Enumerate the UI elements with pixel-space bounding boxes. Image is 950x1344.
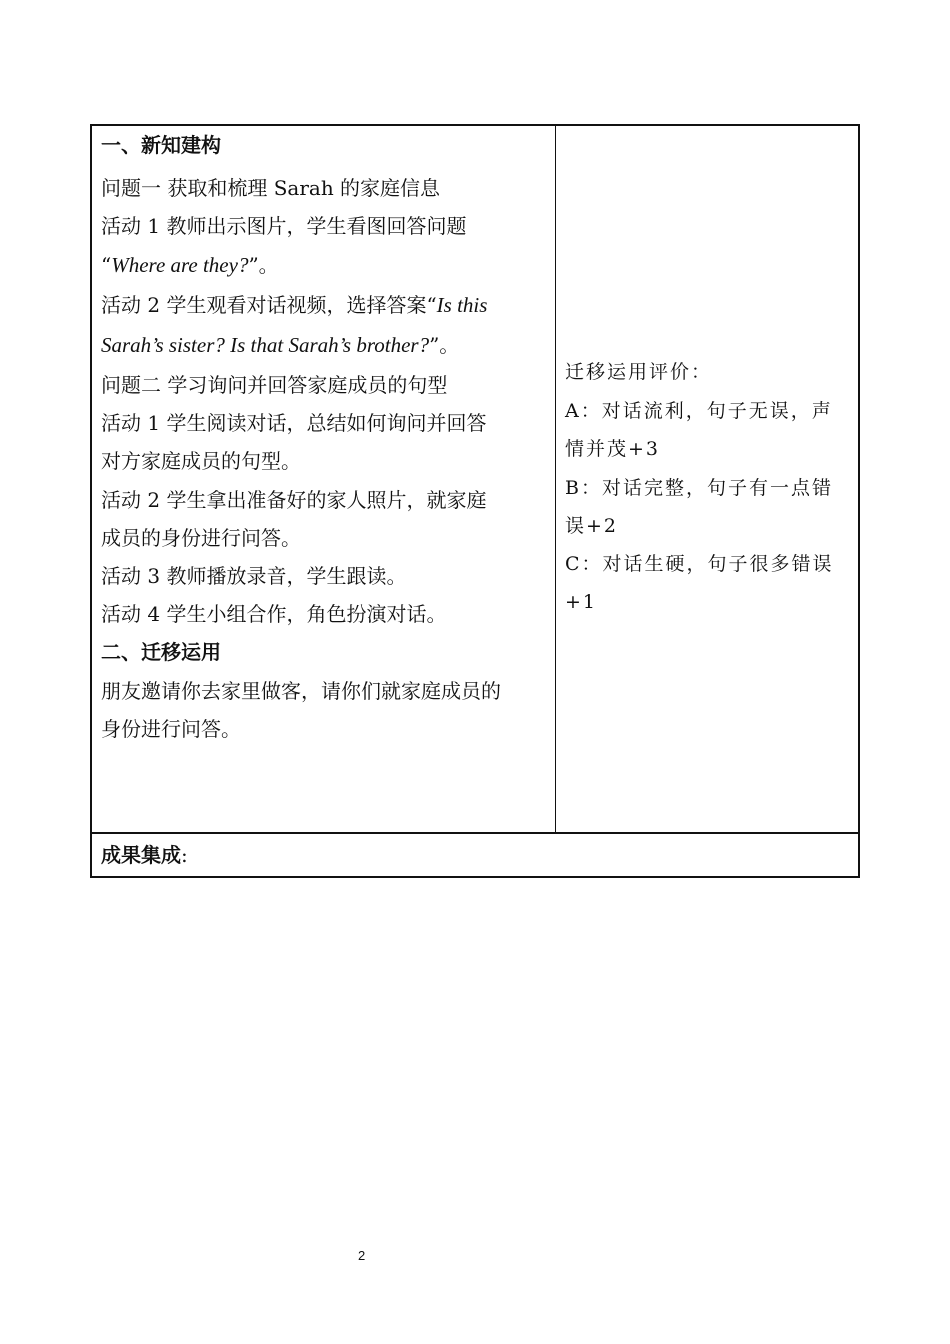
question-where-are-they: Where are they?: [111, 253, 249, 277]
results-label: [101, 843, 188, 867]
q1-activity2-line1: [101, 293, 487, 317]
results-label-text: 成果集成: [101, 843, 181, 867]
q1-activity2-line2: [101, 333, 459, 357]
task-line1: 朋友邀请你去家里做客，请你们就家庭成员的: [101, 679, 501, 703]
question-sister-brother: Sarah’s sister? Is that Sarah’s brother?: [101, 333, 430, 357]
q1-activity1-line2: [101, 253, 279, 277]
q2-activity4: 活动 4 学生小组合作，角色扮演对话。: [101, 602, 447, 626]
close-quote: ”。: [429, 333, 460, 357]
grade-b-line2: 误+2: [565, 515, 619, 537]
q2-activity1-line2: 对方家庭成员的句型。: [101, 449, 301, 473]
q1-activity1-line1: 活动 1 教师出示图片，学生看图回答问题: [101, 214, 467, 238]
q2-activity1-line1: 活动 1 学生阅读对话，总结如何询问并回答: [101, 411, 487, 435]
activities-cell: [92, 126, 556, 832]
close-quote: ”。: [248, 253, 279, 277]
open-quote: “: [101, 253, 112, 277]
question-is-this: Is this: [436, 293, 488, 317]
evaluation-cell: [556, 126, 858, 832]
grade-a-line1: A：对话流利，句子无误，声: [565, 400, 833, 422]
q2-activity2-line1: 活动 2 学生拿出准备好的家人照片，就家庭: [101, 488, 487, 512]
section-heading-application: 二、迁移运用: [101, 640, 221, 664]
grade-c-line2: +1: [565, 591, 598, 613]
q2-activity2-line2: 成员的身份进行问答。: [101, 526, 301, 550]
grade-b-line1: B：对话完整，句子有一点错: [565, 477, 833, 499]
section-heading-construction: 一、新知建构: [101, 133, 221, 157]
evaluation-title: 迁移运用评价：: [565, 361, 713, 383]
q1-activity2-text: 活动 2 学生观看对话视频，选择答案“: [101, 293, 437, 317]
q2-activity3: 活动 3 教师播放录音，学生跟读。: [101, 564, 407, 588]
task-line2: 身份进行问答。: [101, 717, 241, 741]
grade-c-line1: C：对话生硬，句子很多错误: [565, 553, 834, 575]
question-one: 问题一 获取和梳理 Sarah 的家庭信息: [101, 176, 441, 200]
page-number: 2: [358, 1248, 366, 1263]
results-row: [92, 832, 858, 876]
lesson-table: [90, 124, 860, 878]
question-two: 问题二 学习询问并回答家庭成员的句型: [101, 373, 448, 397]
results-label-colon: :: [181, 843, 188, 867]
grade-a-line2: 情并茂+3: [565, 438, 661, 460]
